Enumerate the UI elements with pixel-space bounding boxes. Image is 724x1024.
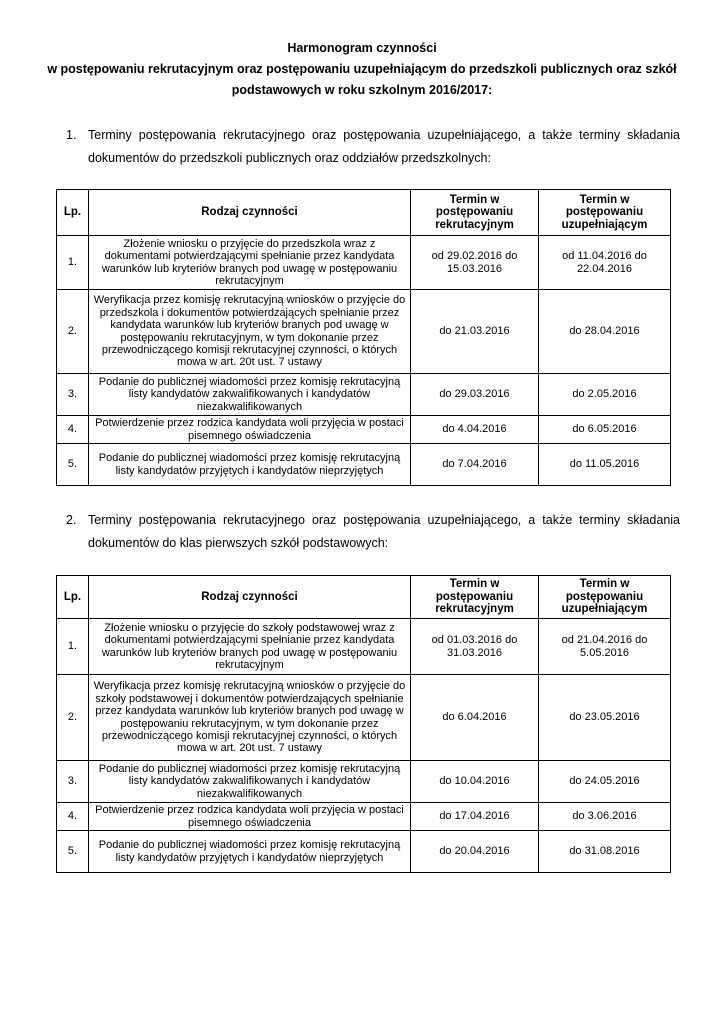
cell-term-recruitment: od 01.03.2016 do 31.03.2016 — [411, 619, 539, 675]
section-number: 2. — [66, 513, 77, 527]
cell-term-recruitment: do 21.03.2016 — [411, 290, 539, 374]
cell-lp: 3. — [57, 761, 89, 803]
cell-term-recruitment: do 4.04.2016 — [411, 416, 539, 444]
header-lp: Lp. — [57, 576, 89, 619]
cell-term-supplementary: do 28.04.2016 — [539, 290, 671, 374]
cell-term-supplementary: do 11.05.2016 — [539, 444, 671, 486]
cell-activity: Weryfikacja przez komisję rekrutacyjną wniosków o przyjęcie do przedszkola i dokumentów potwierdzających spełnianie przez kandydata warunków lub kryteriów branych pod uwagę w postępowaniu rekrutacyjnym, w tym dokonanie przez przewodniczącego komisji rekrutacyjnej czynności, o których mowa w art. 20t ust. 7 ustawy — [89, 290, 411, 374]
cell-activity: Potwierdzenie przez rodzica kandydata woli przyjęcia w postaci pisemnego oświadczenia — [89, 803, 411, 831]
section-1-intro — [66, 124, 680, 170]
cell-lp: 4. — [57, 803, 89, 831]
cell-term-supplementary: do 3.06.2016 — [539, 803, 671, 831]
table-row — [57, 416, 671, 444]
cell-activity: Podanie do publicznej wiadomości przez komisję rekrutacyjną listy kandydatów zakwalifikowanych i kandydatów niezakwalifikowanych — [89, 374, 411, 416]
cell-activity: Złożenie wniosku o przyjęcie do szkoły podstawowej wraz z dokumentami potwierdzającymi spełnianie przez kandydata warunków lub kryteriów branych pod uwagę w postępowaniu rekrutacyjnym — [89, 619, 411, 675]
cell-term-recruitment: do 6.04.2016 — [411, 675, 539, 761]
document-title — [40, 38, 684, 101]
cell-term-recruitment: od 29.02.2016 do 15.03.2016 — [411, 236, 539, 290]
cell-term-supplementary: od 21.04.2016 do 5.05.2016 — [539, 619, 671, 675]
table-row — [57, 803, 671, 831]
cell-lp: 5. — [57, 444, 89, 486]
cell-term-supplementary: do 23.05.2016 — [539, 675, 671, 761]
cell-term-supplementary: do 6.05.2016 — [539, 416, 671, 444]
schedule-table-preschool — [56, 189, 671, 486]
cell-activity: Złożenie wniosku o przyjęcie do przedszkola wraz z dokumentami potwierdzającymi spełnianie przez kandydata warunków lub kryteriów branych pod uwagę w postępowaniu rekrutacyjnym — [89, 236, 411, 290]
cell-activity: Podanie do publicznej wiadomości przez komisję rekrutacyjną listy kandydatów przyjętych i kandydatów nieprzyjętych — [89, 444, 411, 486]
cell-term-recruitment: do 20.04.2016 — [411, 831, 539, 873]
cell-term-supplementary: do 31.08.2016 — [539, 831, 671, 873]
cell-term-supplementary: do 2.05.2016 — [539, 374, 671, 416]
cell-term-recruitment: do 17.04.2016 — [411, 803, 539, 831]
cell-lp: 1. — [57, 619, 89, 675]
table-row — [57, 831, 671, 873]
cell-lp: 2. — [57, 675, 89, 761]
title-line: podstawowych w roku szkolnym 2016/2017: — [231, 83, 493, 97]
cell-term-supplementary: do 24.05.2016 — [539, 761, 671, 803]
cell-activity: Podanie do publicznej wiadomości przez komisję rekrutacyjną listy kandydatów przyjętych i kandydatów nieprzyjętych — [89, 831, 411, 873]
header-term-recruitment: Termin w postępowaniu rekrutacyjnym — [411, 190, 539, 236]
cell-lp: 1. — [57, 236, 89, 290]
cell-activity: Weryfikacja przez komisję rekrutacyjną wniosków o przyjęcie do szkoły podstawowej i dokumentów potwierdzających spełnianie przez kandydata warunków lub kryteriów branych pod uwagę w postępowaniu rekrutacyjnym, w tym dokonanie przez przewodniczącego komisji rekrutacyjnej czynności, o których mowa w art. 20t ust. 7 ustawy — [89, 675, 411, 761]
table-row — [57, 675, 671, 761]
table-header-row — [57, 190, 671, 236]
section-2-intro — [66, 509, 680, 555]
header-activity: Rodzaj czynności — [89, 190, 411, 236]
header-term-recruitment: Termin w postępowaniu rekrutacyjnym — [411, 576, 539, 619]
cell-term-recruitment: do 7.04.2016 — [411, 444, 539, 486]
cell-term-recruitment: do 10.04.2016 — [411, 761, 539, 803]
schedule-table-primary-school — [56, 575, 671, 873]
section-intro-text: Terminy postępowania rekrutacyjnego oraz postępowania uzupełniającego, a także terminy składania dokumentów do klas pierwszych szkół podstawowych: — [88, 513, 680, 550]
header-activity: Rodzaj czynności — [89, 576, 411, 619]
table-row — [57, 444, 671, 486]
section-intro-text: Terminy postępowania rekrutacyjnego oraz postępowania uzupełniającego, a także terminy składania dokumentów do przedszkoli publicznych oraz oddziałów przedszkolnych: — [88, 128, 680, 165]
title-line: w postępowaniu rekrutacyjnym oraz postępowaniu uzupełniającym do przedszkoli publicznych oraz szkół — [47, 62, 677, 76]
cell-lp: 2. — [57, 290, 89, 374]
cell-term-supplementary: od 11.04.2016 do 22.04.2016 — [539, 236, 671, 290]
table-row — [57, 236, 671, 290]
table-header-row — [57, 576, 671, 619]
title-line: Harmonogram czynności — [287, 41, 437, 55]
table-row — [57, 290, 671, 374]
header-term-supplementary: Termin w postępowaniu uzupełniającym — [539, 576, 671, 619]
cell-lp: 5. — [57, 831, 89, 873]
section-number: 1. — [66, 128, 77, 142]
cell-activity: Podanie do publicznej wiadomości przez komisję rekrutacyjną listy kandydatów zakwalifikowanych i kandydatów niezakwalifikowanych — [89, 761, 411, 803]
cell-term-recruitment: do 29.03.2016 — [411, 374, 539, 416]
table-row — [57, 761, 671, 803]
table-row — [57, 374, 671, 416]
cell-lp: 3. — [57, 374, 89, 416]
table-row — [57, 619, 671, 675]
cell-lp: 4. — [57, 416, 89, 444]
cell-activity: Potwierdzenie przez rodzica kandydata woli przyjęcia w postaci pisemnego oświadczenia — [89, 416, 411, 444]
header-lp: Lp. — [57, 190, 89, 236]
header-term-supplementary: Termin w postępowaniu uzupełniającym — [539, 190, 671, 236]
